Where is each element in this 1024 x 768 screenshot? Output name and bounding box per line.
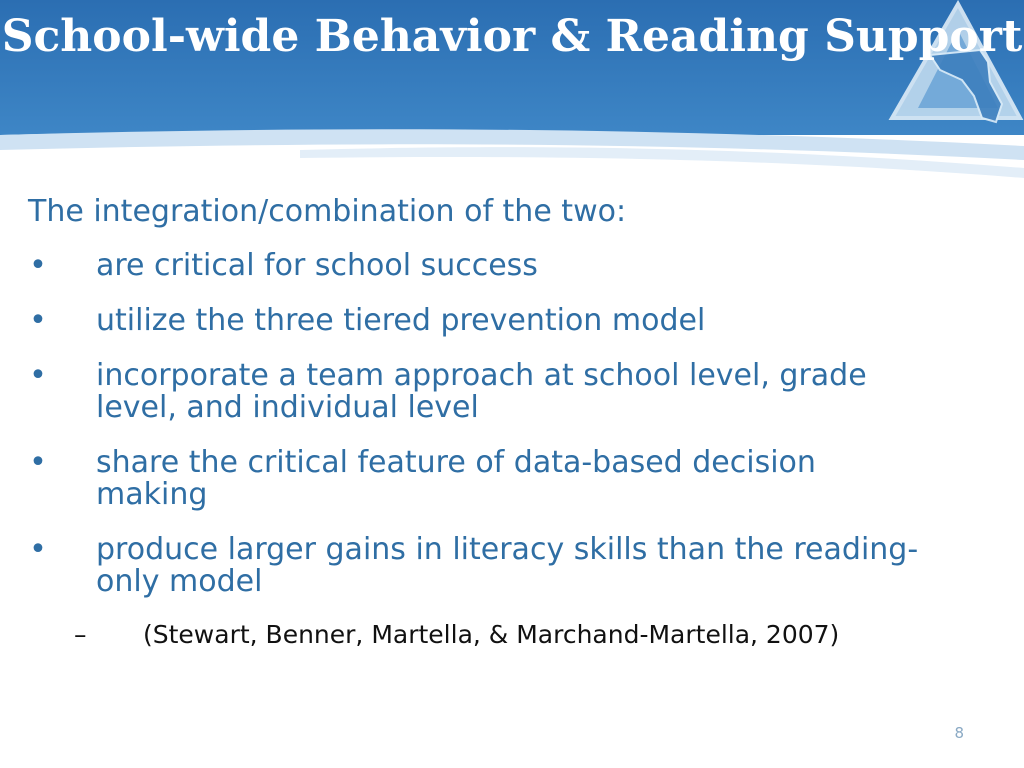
bullet-item [28,250,928,282]
bullet-item [28,360,928,424]
bullet-marker: • [29,445,47,480]
bullet-item [28,447,928,511]
bullet-text: share the critical feature of data-based decision making [96,445,816,512]
slide-title: School-wide Behavior & Reading Support [1,11,1023,62]
bullet-marker: • [29,303,47,338]
bullet-marker: • [29,532,47,567]
bullet-item [28,305,928,337]
bullet-marker: • [29,248,47,283]
slide-body [28,196,928,649]
bullet-marker: • [29,358,47,393]
bullet-item [28,534,928,598]
bullet-text: incorporate a team approach at school level, grade level, and individual level [96,358,867,425]
bullet-list [28,250,928,598]
citation [28,621,928,649]
bullet-text: utilize the three tiered prevention model [96,303,706,338]
bullet-text: produce larger gains in literacy skills than the reading-only model [96,532,919,599]
bullet-text: are critical for school success [96,248,538,283]
citation-text: (Stewart, Benner, Martella, & Marchand-Martella, 2007) [143,620,840,649]
citation-dash: – [74,620,87,649]
intro-text: The integration/combination of the two: [28,194,627,229]
slide-number: 8 [954,724,964,742]
